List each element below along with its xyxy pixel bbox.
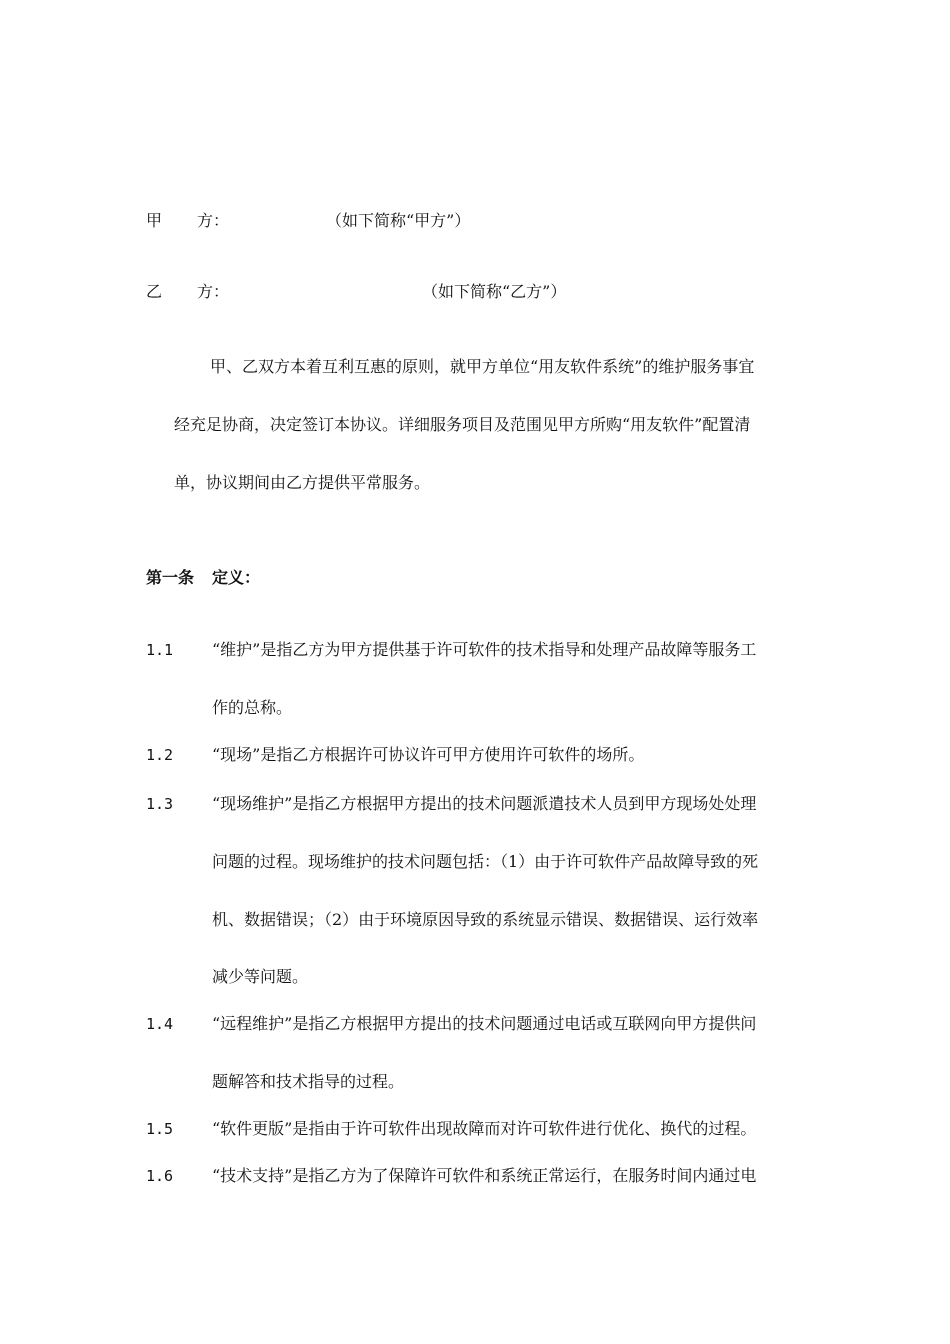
intro-line-1: 甲、乙双方本着互利互惠的原则，就甲方单位“用友软件系统”的维护服务事宜 xyxy=(210,357,755,376)
clause-line: 减少等问题。 xyxy=(212,967,309,986)
article-heading-title: 定义： xyxy=(212,568,261,587)
clause-line: 机、数据错误；（2）由于环境原因导致的系统显示错误、数据错误、运行效率 xyxy=(212,910,759,929)
clause-line: “软件更版”是指由于许可软件出现故障而对许可软件进行优化、换代的过程。 xyxy=(212,1119,757,1138)
clause-number: 1.6 xyxy=(146,1167,174,1185)
intro-line-3: 单，协议期间由乙方提供平常服务。 xyxy=(174,473,431,492)
clause-line: “技术支持”是指乙方为了保障许可软件和系统正常运行，在服务时间内通过电 xyxy=(212,1166,757,1185)
intro-line-2: 经充足协商，决定签订本协议。详细服务项目及范围见甲方所购“用友软件”配置清 xyxy=(174,415,751,434)
clause-line: “维护”是指乙方为甲方提供基于许可软件的技术指导和处理产品故障等服务工 xyxy=(212,640,757,659)
party-b-label-char2: 方： xyxy=(197,282,230,301)
party-b-label-char1: 乙 xyxy=(146,282,163,301)
party-b-note: （如下简称“乙方”） xyxy=(422,282,567,301)
clause-line: 问题的过程。现场维护的技术问题包括：（1）由于许可软件产品故障导致的死 xyxy=(212,852,759,871)
clause-number: 1.2 xyxy=(146,746,174,764)
clause-number: 1.5 xyxy=(146,1120,174,1138)
article-heading-number: 第一条 xyxy=(146,568,195,587)
clause-line: “现场”是指乙方根据许可协议许可甲方使用许可软件的场所。 xyxy=(212,745,645,764)
clause-number: 1.4 xyxy=(146,1015,174,1033)
clause-number: 1.3 xyxy=(146,795,174,813)
party-a-label-char2: 方： xyxy=(197,211,230,230)
clause-line: “现场维护”是指乙方根据甲方提出的技术问题派遣技术人员到甲方现场处处理 xyxy=(212,794,757,813)
party-a-note: （如下简称“甲方”） xyxy=(326,211,471,230)
clause-line: “远程维护”是指乙方根据甲方提出的技术问题通过电话或互联网向甲方提供问 xyxy=(212,1014,757,1033)
clause-number: 1.1 xyxy=(146,641,174,659)
clause-line: 作的总称。 xyxy=(212,698,293,717)
clause-line: 题解答和技术指导的过程。 xyxy=(212,1072,405,1091)
party-a-label-char1: 甲 xyxy=(146,211,163,230)
